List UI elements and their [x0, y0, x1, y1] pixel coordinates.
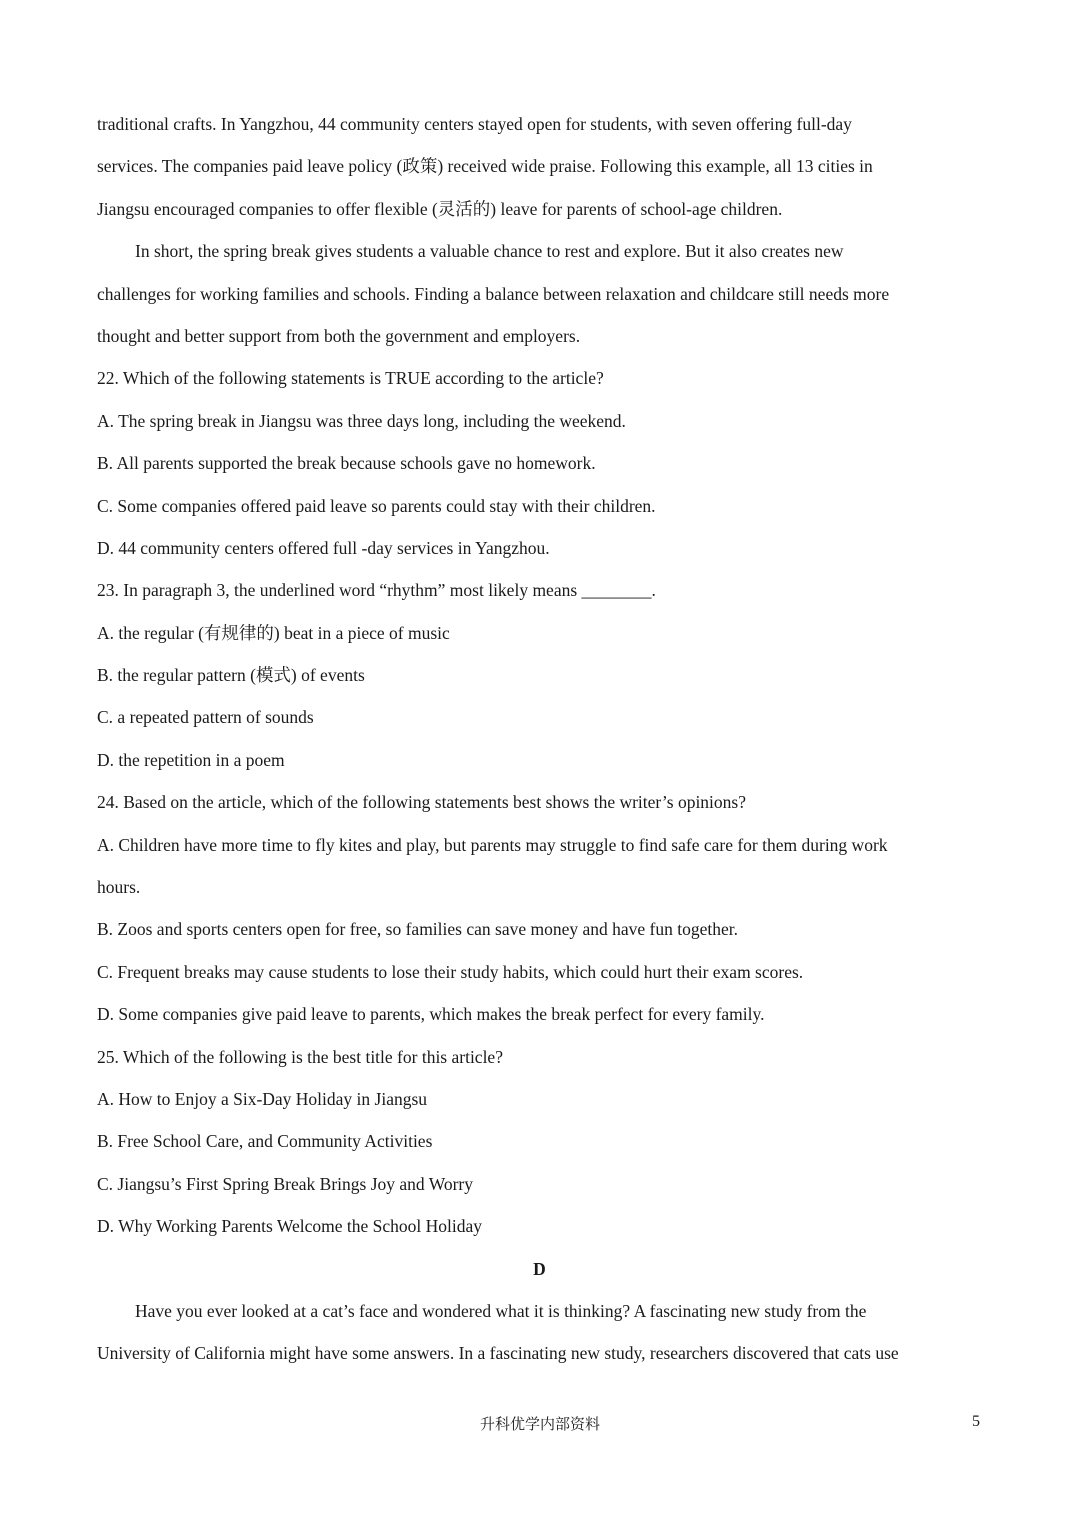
answer-option: B. All parents supported the break because schools gave no homework.	[97, 453, 596, 474]
answer-option: A. The spring break in Jiangsu was three days long, including the weekend.	[97, 410, 626, 431]
paragraph-line: University of California might have some answers. In a fascinating new study, researchers discovered that cats use	[97, 1343, 899, 1364]
paragraph-line: In short, the spring break gives students a valuable chance to rest and explore. But it also creates new	[135, 241, 844, 262]
answer-option: D. Some companies give paid leave to parents, which makes the break perfect for every family.	[97, 1004, 765, 1025]
answer-option: A. the regular (有规律的) beat in a piece of music	[97, 622, 450, 643]
paragraph-line: services. The companies paid leave policy (政策) received wide praise. Following this example, all 13 cities in	[97, 156, 873, 177]
footer-text: 升科优学内部资料	[479, 1415, 600, 1433]
answer-option: D. the repetition in a poem	[97, 749, 285, 770]
paragraph-line: Have you ever looked at a cat’s face and wondered what it is thinking? A fascinating new study from the	[135, 1300, 867, 1321]
question-stem: 25. Which of the following is the best title for this article?	[97, 1046, 503, 1067]
paragraph-line: thought and better support from both the government and employers.	[97, 325, 581, 346]
answer-option: B. Free School Care, and Community Activities	[97, 1131, 433, 1152]
section-heading: D	[533, 1258, 546, 1279]
answer-option: D. Why Working Parents Welcome the School Holiday	[97, 1216, 483, 1237]
page-number: 5	[972, 1413, 980, 1430]
answer-option: A. Children have more time to fly kites and play, but parents may struggle to find safe care for them during work	[97, 834, 888, 855]
paragraph-line: Jiangsu encouraged companies to offer flexible (灵活的) leave for parents of school-age children.	[97, 198, 783, 219]
answer-option: C. Frequent breaks may cause students to lose their study habits, which could hurt their exam scores.	[97, 961, 804, 982]
page-body	[97, 103, 982, 1375]
question-stem: 24. Based on the article, which of the following statements best shows the writer’s opinions?	[97, 792, 746, 813]
question-stem: 23. In paragraph 3, the underlined word “rhythm” most likely means ________.	[97, 580, 656, 601]
answer-option: B. Zoos and sports centers open for free, so families can save money and have fun together.	[97, 919, 738, 940]
answer-option: D. 44 community centers offered full -day services in Yangzhou.	[97, 537, 550, 558]
paragraph-line: challenges for working families and schools. Finding a balance between relaxation and childcare still needs more	[97, 283, 890, 304]
paragraph-line: hours.	[97, 877, 141, 898]
paragraph-line: traditional crafts. In Yangzhou, 44 community centers stayed open for students, with seven offering full-day	[97, 114, 852, 134]
answer-option: B. the regular pattern (模式) of events	[97, 665, 365, 686]
answer-option: C. a repeated pattern of sounds	[97, 707, 314, 728]
question-stem: 22. Which of the following statements is TRUE according to the article?	[97, 368, 604, 389]
answer-option: C. Some companies offered paid leave so parents could stay with their children.	[97, 495, 656, 516]
answer-option: C. Jiangsu’s First Spring Break Brings Joy and Worry	[97, 1173, 473, 1194]
answer-option: A. How to Enjoy a Six-Day Holiday in Jiangsu	[97, 1088, 428, 1109]
